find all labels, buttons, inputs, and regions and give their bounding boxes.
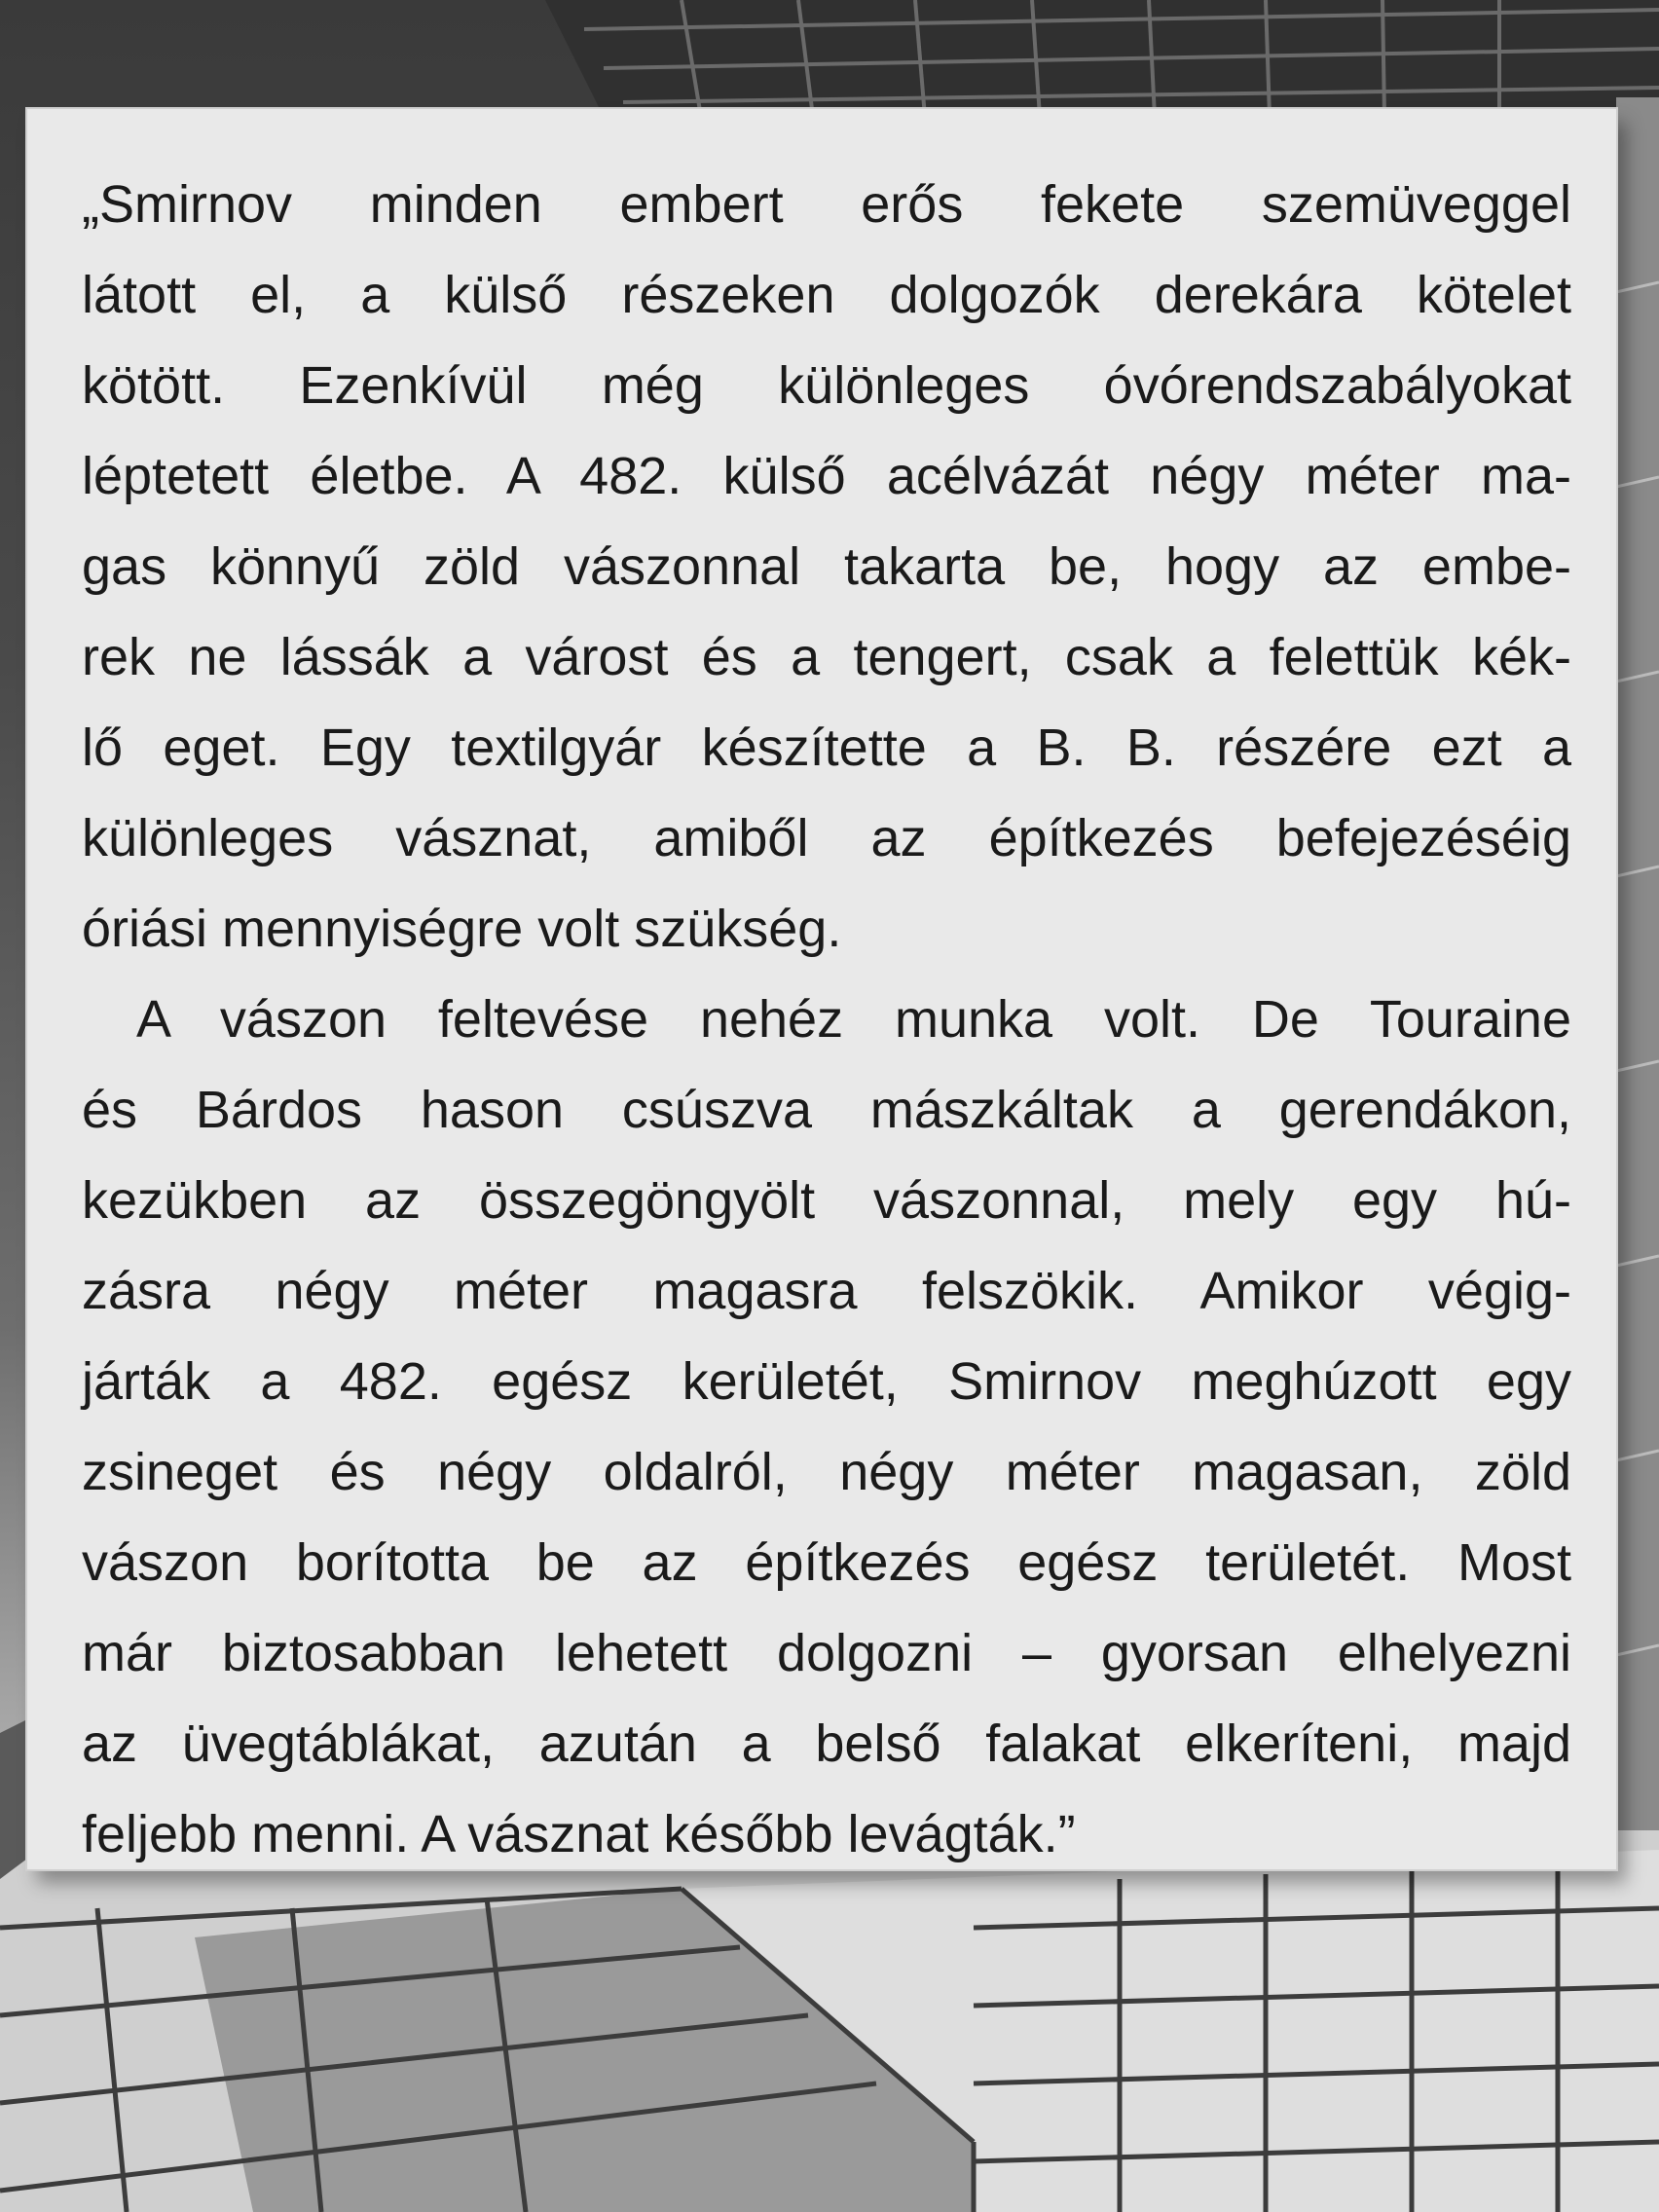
text-line: az üvegtáblákat, azután a belső falakat elkeríteni, majd xyxy=(82,1714,1571,1773)
text-line: kezükben az összegöngyölt vászonnal, mely egy hú- xyxy=(82,1171,1571,1230)
text-line: zásra négy méter magasra felszökik. Amikor végig- xyxy=(82,1262,1571,1320)
text-line: óriási mennyiségre volt szükség. xyxy=(82,900,842,958)
text-line: „Smirnov minden embert erős fekete szemüveggel xyxy=(82,175,1571,234)
text-line: különleges vásznat, amiből az építkezés befejezéséig xyxy=(82,809,1571,867)
text-line: rek ne lássák a várost és a tengert, csak a felettük kék- xyxy=(82,628,1571,686)
text-line: gas könnyű zöld vászonnal takarta be, hogy az embe- xyxy=(82,537,1571,596)
text-line: látott el, a külső részeken dolgozók derekára kötelet xyxy=(82,266,1571,324)
text-line: léptetett életbe. A 482. külső acélvázát négy méter ma- xyxy=(82,447,1571,505)
text-line: kötött. Ezenkívül még különleges óvórendszabályokat xyxy=(82,356,1571,415)
text-line: és Bárdos hason csúszva mászkáltak a gerendákon, xyxy=(82,1081,1571,1139)
text-line: már biztosabban lehetett dolgozni – gyorsan elhelyezni xyxy=(82,1624,1571,1682)
text-line: járták a 482. egész kerületét, Smirnov meghúzott egy xyxy=(82,1352,1571,1411)
text-line: zsineget és négy oldalról, négy méter magasan, zöld xyxy=(82,1443,1571,1501)
quote-text xyxy=(82,160,1571,1880)
text-line: vászon borította be az építkezés egész területét. Most xyxy=(82,1533,1571,1592)
text-line: lő eget. Egy textilgyár készítette a B. B. részére ezt a xyxy=(82,719,1571,777)
text-line: feljebb menni. A vásznat később levágták.” xyxy=(82,1805,1076,1863)
quote-card xyxy=(27,109,1616,1869)
text-line: A vászon feltevése nehéz munka volt. De Touraine xyxy=(136,990,1571,1049)
